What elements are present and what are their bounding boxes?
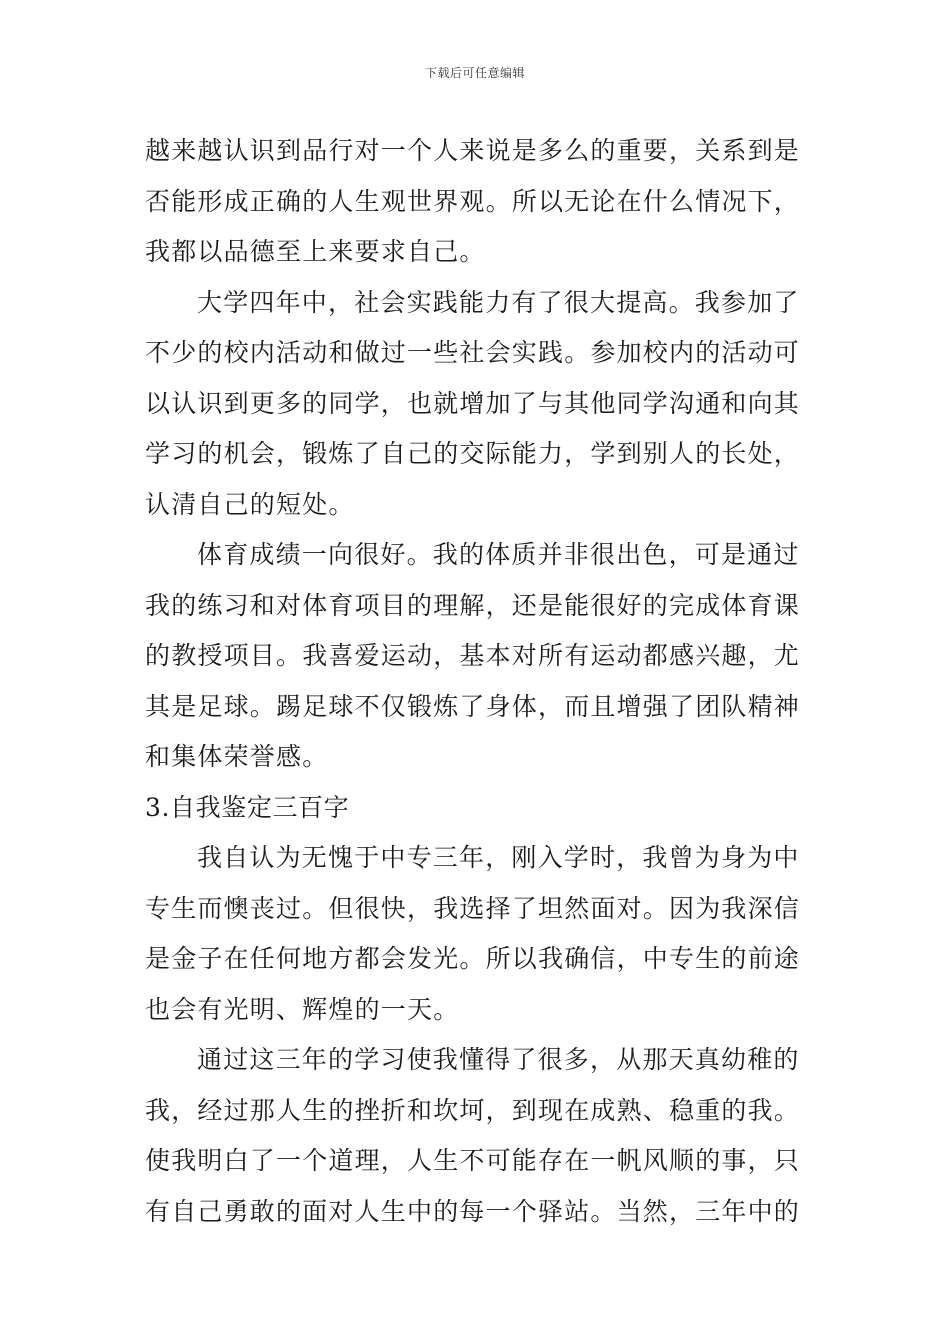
text-line: 通过这三年的学习使我懂得了很多，从那天真幼稚的 — [197, 1045, 800, 1074]
text-line: 有自己勇敢的面对人生中的每一个驿站。当然，三年中的 — [145, 1196, 801, 1226]
text-line: 其是足球。踢足球不仅锻炼了身体，而且增强了团队精神 — [145, 691, 801, 721]
text-line: 使我明白了一个道理，人生不可能存在一帆风顺的事，只 — [145, 1146, 801, 1175]
document-body — [145, 126, 813, 1237]
text-line: 专生而懊丧过。但很快，我选择了坦然面对。因为我深信 — [145, 893, 801, 923]
text-line: 我自认为无愧于中专三年，刚入学时，我曾为身为中 — [197, 843, 800, 872]
text-line: 也会有光明、辉煌的一天。 — [145, 994, 460, 1024]
text-line: 和集体荣誉感。 — [145, 742, 329, 771]
text-line: 以认识到更多的同学，也就增加了与其他同学沟通和向其 — [145, 388, 801, 418]
page-header: 下载后可任意编辑 — [424, 66, 525, 80]
text-line: 的教授项目。我喜爱运动，基本对所有运动都感兴趣，尤 — [145, 641, 801, 670]
text-line: 学习的机会，锻炼了自己的交际能力，学到别人的长处， — [145, 439, 801, 468]
section-heading: 3.自我鉴定三百字 — [145, 792, 350, 822]
text-line: 体育成绩一向很好。我的体质并非很出色，可是通过 — [197, 540, 800, 569]
text-line: 我，经过那人生的挫折和坎坷，到现在成熟、稳重的我。 — [145, 1095, 801, 1125]
text-line: 我都以品德至上来要求自己。 — [145, 237, 486, 266]
text-line: 否能形成正确的人生观世界观。所以无论在什么情况下， — [145, 186, 801, 216]
text-line: 认清自己的短处。 — [145, 489, 355, 519]
text-line: 大学四年中，社会实践能力有了很大提高。我参加了 — [197, 287, 800, 317]
text-line: 不少的校内活动和做过一些社会实践。参加校内的活动可 — [145, 338, 801, 367]
text-line: 是金子在任何地方都会发光。所以我确信，中专生的前途 — [145, 944, 801, 973]
text-line: 我的练习和对体育项目的理解，还是能很好的完成体育课 — [145, 590, 801, 620]
text-line: 越来越认识到品行对一个人来说是多么的重要，关系到是 — [145, 136, 801, 165]
